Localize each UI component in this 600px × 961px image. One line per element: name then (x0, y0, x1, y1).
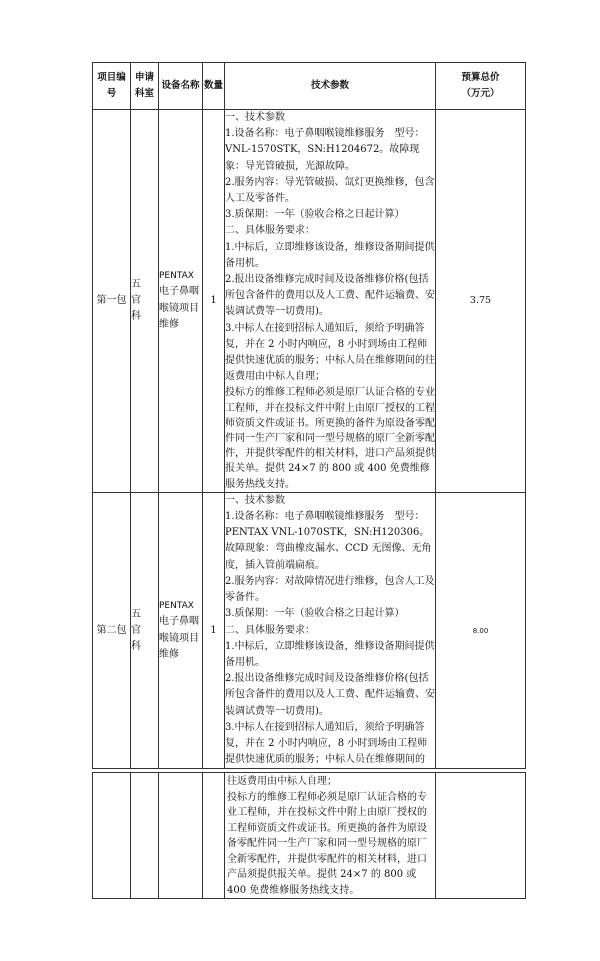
tech-cell (225, 110, 436, 493)
tech-line: 2.报出设备维修完成时间及设备维修价格(包括所包含备件的费用以及人工费、配件运输费、安装调试费等一切费用)。 (225, 274, 435, 318)
tech-line: 3.质保期：一年（验收合格之日起计算） (225, 209, 405, 221)
budget-cell: 3.75 (436, 110, 526, 493)
equip-cell (159, 492, 203, 768)
equip-name: 电子鼻咽喉镜项目维修 (159, 286, 199, 331)
tech-line: 2.服务内容：对故障情况进行维修，包含人工及零备件。 (225, 575, 435, 604)
dept-line-1: 五 官 (131, 608, 147, 636)
item-no-cell: 第一包 (93, 110, 131, 493)
equip-brand: PENTAX (159, 270, 194, 281)
tech-line: 投标方的维修工程师必须是原厂认证合格的专业工程师，并在投标文件中附上由原厂授权的工程师资质文件或证书。所更换的备件为原设备零配件同一生产厂家和同一型号规格的原厂全新零配件，并提供零配件的相关材料，进口产品须提供报关单。提供 24×7 的 800 或 400 免费维修服务热线支持。 (225, 387, 435, 490)
tech-cell (225, 492, 436, 768)
header-row (93, 63, 526, 110)
tech-line: 1.设备名称：电子鼻咽喉镜维修服务 型号：VNL-1570STK，SN:H1204672。故障现象：导光管破损，光源故障。 (225, 128, 425, 172)
tech-line: 2.服务内容：导光管破损、氙灯更换维修，包含人工及零备件。 (225, 176, 435, 205)
tech-line: 二、具体服务要求： (225, 624, 315, 636)
spec-table (92, 62, 526, 769)
tech-line: 3.中标人在接到招标人通知后，须给予明确答复，并在 2 小时内响应，8 小时到场由工程师提供快速优质的服务；中标人员在维修期间的 (225, 721, 428, 766)
table-row (93, 773, 526, 899)
tech-line: 1.设备名称：电子鼻咽喉镜维修服务 型号：PENTAX VNL-1070STK，SN:H120306。故障现象：弯曲橡皮漏水、CCD 无图像、无角度，插入管前端扁痕。 (225, 511, 432, 571)
table-row (93, 110, 526, 493)
tech-line: 1.中标后，立即维修该设备，维修设备期间提供备用机。 (225, 241, 435, 269)
header-equip: 设备名称 (159, 63, 203, 110)
tech-line: 一、技术参数 (225, 112, 285, 123)
header-budget-label: 预算总价 (461, 72, 500, 83)
empty-cell (436, 773, 526, 899)
dept-cell (131, 110, 159, 493)
tech-line: 一、技术参数 (225, 494, 285, 506)
qty-cell: 1 (203, 492, 225, 768)
table-row (93, 492, 526, 768)
tech-line: 3.中标人在接到招标人通知后，须给予明确答复，并在 2 小时内响应，8 小时到场由工程师提供快速优质的服务；中标人员在维修期间的往返费用由中标人自理； (225, 322, 435, 383)
tech-line: 3.质保期：一年（验收合格之日起计算） (225, 608, 405, 620)
tech-line: 二、具体服务要求： (225, 225, 315, 237)
tech-line: 2.报出设备维修完成时间及设备维修价格(包括所包含备件的费用以及人工费、配件运输费、安装调试费等一切费用)。 (225, 673, 435, 717)
qty-cell: 1 (203, 110, 225, 493)
empty-cell (131, 773, 159, 899)
header-tech: 技术参数 (225, 63, 436, 110)
equip-cell (159, 110, 203, 493)
tech-cell (225, 773, 436, 899)
dept-line-1: 五 官 (131, 278, 147, 306)
dept-cell (131, 492, 159, 768)
tech-line: 往返费用由中标人自理； (227, 776, 337, 787)
header-budget-unit: （万元） (461, 88, 500, 99)
equip-name: 电子鼻咽喉镜项目维修 (159, 616, 199, 661)
equip-brand: PENTAX (159, 600, 194, 611)
item-no-cell: 第二包 (93, 492, 131, 768)
dept-line-2: 科 (131, 310, 141, 322)
tech-line: 投标方的维修工程师必须是原厂认证合格的专业工程师，并在投标文件中附上由原厂授权的工程师资质文件或证书。所更换的备件为原设备零配件同一生产厂家和同一型号规格的原厂全新零配件，并提供零配件的相关材料，进口产品须提供报关单。提供 24×7 的 800 或 400 免费维修服务热线支持。 (227, 791, 427, 896)
empty-cell (203, 773, 225, 899)
dept-line-2: 科 (131, 640, 141, 652)
empty-cell (159, 773, 203, 899)
header-dept: 申请科室 (131, 63, 159, 110)
empty-cell (93, 773, 131, 899)
budget-cell: 8.00 (436, 492, 526, 768)
continuation-table (92, 772, 526, 899)
header-qty: 数量 (203, 63, 225, 110)
header-item-no: 项目编号 (93, 63, 131, 110)
header-budget (436, 63, 526, 110)
tech-line: 1.中标后，立即维修该设备，维修设备期间提供备用机。 (225, 640, 435, 668)
